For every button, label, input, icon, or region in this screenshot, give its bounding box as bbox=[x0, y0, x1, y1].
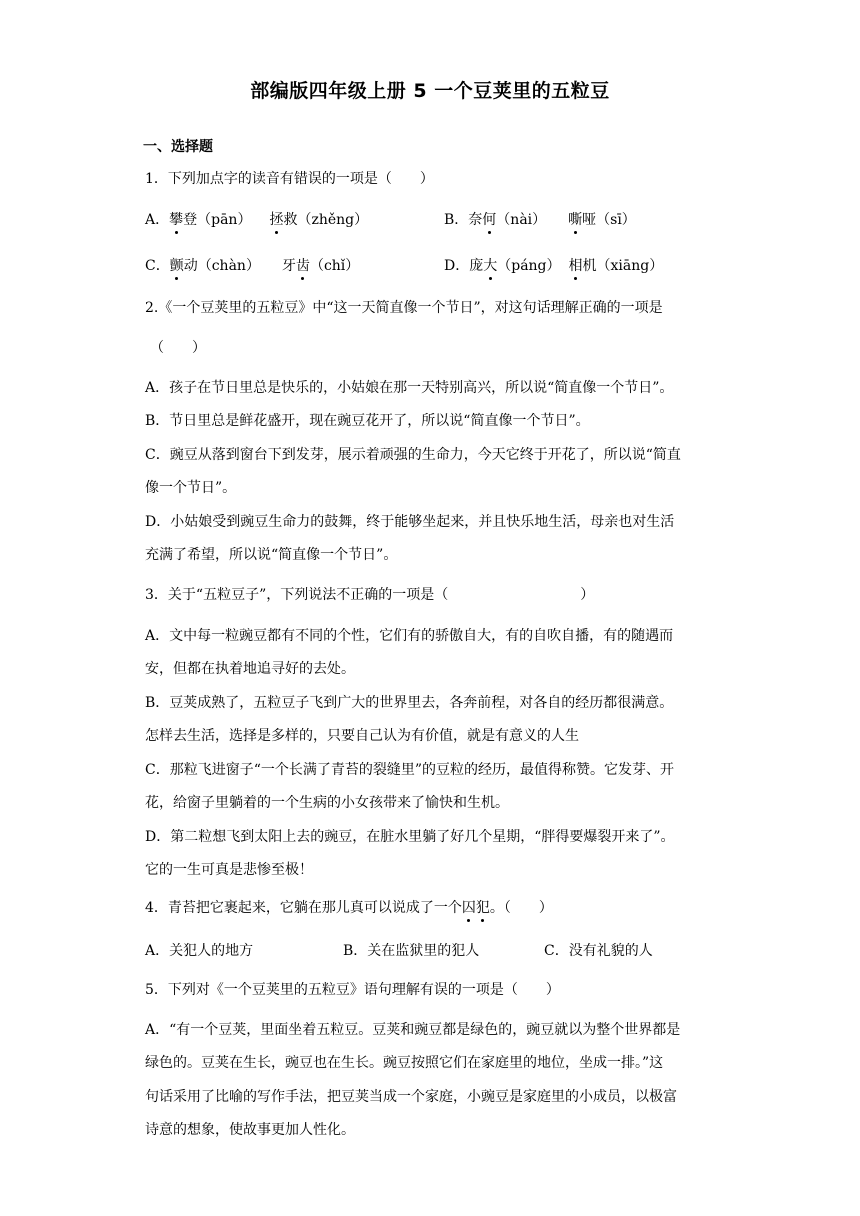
q1-c2-rest: （chǐ） bbox=[309, 258, 360, 274]
q1-option-b bbox=[444, 210, 636, 230]
section-heading: 一、选择题 bbox=[143, 139, 213, 155]
q5-option-a-line2: 绿色的。豆荚在生长，豌豆也在生长。豌豆按照它们在家庭里的地位，坐成一排。”这 bbox=[145, 1055, 664, 1071]
q5-option-a-line3: 句话采用了比喻的写作手法，把豆荚当成一个家庭，小豌豆是家庭里的小成员，以极富 bbox=[145, 1089, 677, 1105]
q3-stem-close: ） bbox=[580, 587, 595, 603]
q1-d1-dotted-char: 大 bbox=[483, 258, 498, 274]
q1-a2-dotted-char: 拯 bbox=[269, 212, 284, 228]
q4-option-a: A．关犯人的地方 bbox=[145, 943, 254, 959]
q1-option-c bbox=[145, 256, 359, 276]
q3-option-b-line2: 怎样去生活，选择是多样的，只要自己认为有价值，就是有意义的人生 bbox=[145, 728, 579, 744]
q4-dotted-char-1: 囚 bbox=[461, 900, 476, 916]
q4-stem-pre: 4．青苔把它裹起来，它躺在那儿真可以说成了一个 bbox=[145, 900, 462, 916]
q2-option-c-line2: 像一个节日”。 bbox=[145, 480, 237, 496]
q5-option-a-line1: A．“有一个豆荚，里面坐着五粒豆。豆荚和豌豆都是绿色的，豌豆就以为整个世界都是 bbox=[145, 1022, 681, 1038]
q1-d2-rest: 机（xiāng） bbox=[582, 258, 664, 274]
q1-b1-dotted-char: 何 bbox=[482, 212, 497, 228]
q3-option-b-line1: B．豆荚成熟了，五粒豆子飞到广大的世界里去，各奔前程，对各自的经历都很满意。 bbox=[145, 695, 674, 711]
q2-option-d-line1: D．小姑娘受到豌豆生命力的鼓舞，终于能够坐起来，并且快乐地生活，母亲也对生活 bbox=[145, 514, 675, 530]
question-2-stem: 2.《一个豆荚里的五粒豆》中“这一天简直像一个节日”，对这句话理解正确的一项是 bbox=[145, 300, 663, 316]
q1-option-a-prefix: A． bbox=[145, 212, 170, 228]
q1-b1-rest: （nài） bbox=[496, 212, 547, 228]
q1-option-c-prefix: C． bbox=[145, 258, 170, 274]
q1-d2-dotted-char: 相 bbox=[568, 258, 583, 274]
q3-option-c-line1: C．那粒飞进窗子“一个长满了青苔的裂缝里”的豆粒的经历，最值得称赞。它发芽、开 bbox=[145, 762, 675, 778]
q1-a1-rest: 登（pān） bbox=[183, 212, 252, 228]
q5-option-a-line4: 诗意的想象，使故事更加人性化。 bbox=[145, 1122, 355, 1138]
q4-option-c: C．没有礼貌的人 bbox=[544, 943, 653, 959]
q2-option-b: B．节日里总是鲜花盛开，现在豌豆花开了，所以说“简直像一个节日”。 bbox=[145, 413, 590, 429]
q2-option-c-line1: C．豌豆从落到窗台下到发芽，展示着顽强的生命力，今天它终于开花了，所以说“简直 bbox=[145, 447, 681, 463]
q3-option-d-line1: D．第二粒想飞到太阳上去的豌豆，在脏水里躺了好几个星期，“胖得要爆裂开来了”。 bbox=[145, 829, 675, 845]
q1-a2-rest: 救（zhěng） bbox=[283, 212, 369, 228]
question-3-stem bbox=[145, 585, 594, 605]
q4-option-b: B．关在监狱里的犯人 bbox=[343, 943, 480, 959]
q1-c2-pre: 牙 bbox=[281, 258, 296, 274]
q1-option-d bbox=[444, 256, 663, 276]
q1-c1-dotted-char: 颤 bbox=[169, 258, 184, 274]
q3-option-d-line2: 它的一生可真是悲惨至极！ bbox=[145, 862, 313, 878]
question-4-stem bbox=[145, 898, 553, 918]
q3-option-c-line2: 花，给窗子里躺着的一个生病的小女孩带来了愉快和生机。 bbox=[145, 795, 509, 811]
document-title: 部编版四年级上册 5 一个豆荚里的五粒豆 bbox=[250, 80, 610, 102]
q1-c1-rest: 动（chàn） bbox=[183, 258, 260, 274]
q3-option-a-line1: A．文中每一粒豌豆都有不同的个性，它们有的骄傲自大，有的自吹自播，有的随遇而 bbox=[145, 628, 674, 644]
q1-c2-dotted-char: 齿 bbox=[295, 258, 310, 274]
q4-stem-post: 。（ ） bbox=[489, 900, 553, 916]
q1-d1-rest: （páng） bbox=[497, 258, 561, 274]
question-1-stem: 1．下列加点字的读音有错误的一项是（ ） bbox=[145, 171, 434, 187]
q2-option-a: A．孩子在节日里总是快乐的，小姑娘在那一天特别高兴，所以说“简直像一个节日”。 bbox=[145, 380, 674, 396]
q1-b2-rest: 哑（sī） bbox=[582, 212, 636, 228]
q1-a1-dotted-char: 攀 bbox=[169, 212, 184, 228]
q1-option-b-prefix: B．奈 bbox=[444, 212, 483, 228]
q3-stem-text: 3．关于“五粒豆子”，下列说法不正确的一项是（ bbox=[145, 587, 449, 603]
q2-option-d-line2: 充满了希望，所以说“简直像一个节日”。 bbox=[145, 547, 398, 563]
q1-option-a bbox=[145, 210, 368, 230]
question-5-stem: 5．下列对《一个豆荚里的五粒豆》语句理解有误的一项是（ ） bbox=[145, 982, 560, 998]
q1-option-d-prefix: D．庞 bbox=[444, 258, 484, 274]
q1-b2-dotted-char: 嘶 bbox=[568, 212, 583, 228]
q4-dotted-char-2: 犯 bbox=[475, 900, 490, 916]
question-2-paren: （ ） bbox=[150, 340, 206, 356]
q3-option-a-line2: 安，但都在执着地追寻好的去处。 bbox=[145, 661, 355, 677]
